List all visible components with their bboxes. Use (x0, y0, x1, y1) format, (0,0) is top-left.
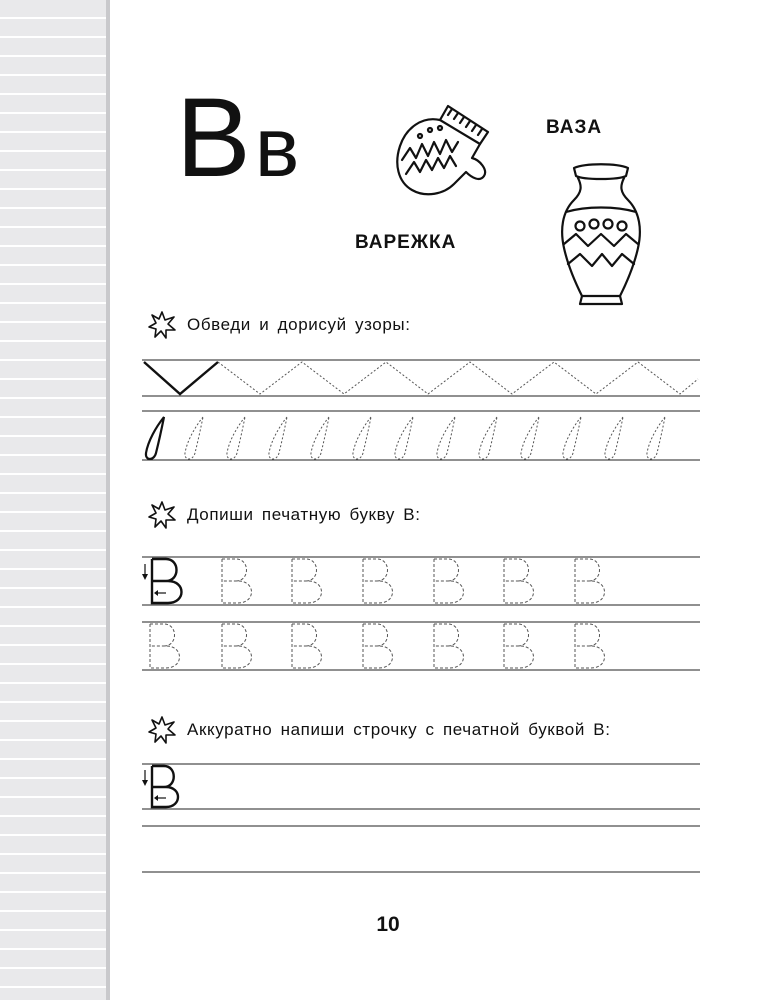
star-outline-icon (147, 500, 177, 530)
letter-heading (176, 75, 298, 200)
writing-row-2[interactable] (142, 822, 700, 877)
vase-icon (556, 160, 646, 308)
picture-word-varezhka: ВАРЕЖКА (355, 232, 457, 253)
task-1-instruction (147, 310, 411, 340)
task-3-instruction (147, 715, 611, 745)
letter-upper: В (176, 75, 249, 200)
star-outline-icon (147, 310, 177, 340)
letter-trace-row-1 (142, 552, 700, 612)
pattern-row-zigzag (142, 355, 700, 405)
writing-row-1[interactable] (142, 760, 700, 815)
pattern-row-drops (142, 405, 700, 465)
letter-trace-row-2 (142, 617, 700, 677)
star-outline-icon (147, 715, 177, 745)
task-3-text: Аккуратно напиши строчку с печатной буквой В: (187, 720, 611, 739)
task-1-text: Обведи и дорисуй узоры: (187, 315, 411, 334)
margin-edge-line (106, 0, 110, 1000)
page-number: 10 (376, 913, 400, 936)
task-2-text: Допиши печатную букву В: (187, 505, 421, 524)
mitten-icon (392, 98, 496, 202)
picture-word-vaza: ВАЗА (546, 117, 603, 138)
task-2-instruction (147, 500, 421, 530)
letter-lower: в (254, 100, 298, 194)
notebook-margin-strip (0, 0, 108, 1000)
